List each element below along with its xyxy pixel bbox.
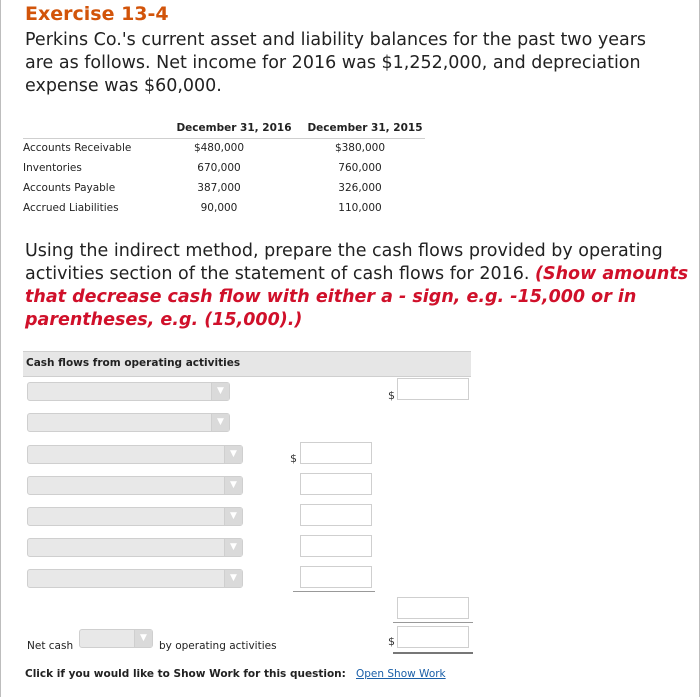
value-2016: 670,000 <box>197 162 241 174</box>
adjustment-select-5[interactable] <box>27 569 243 588</box>
value-2015: 110,000 <box>338 202 382 214</box>
chevron-down-icon: ▼ <box>211 414 229 431</box>
account-select-1[interactable] <box>27 382 230 401</box>
net-cash-select[interactable] <box>79 629 153 648</box>
account-select-2[interactable] <box>27 413 230 432</box>
subtotal-rule <box>293 591 375 592</box>
row-label: Accounts Receivable <box>23 142 132 155</box>
adjustment-select-1[interactable] <box>27 445 243 464</box>
chevron-down-icon: ▼ <box>224 508 242 525</box>
value-2016: 90,000 <box>200 202 238 214</box>
row-label: Inventories <box>23 162 82 174</box>
chevron-down-icon: ▼ <box>224 477 242 494</box>
exercise-intro: Perkins Co.'s current asset and liability balances for the past two years are as follows. Net income for 2016 was $1,252,000, and depreciation expense was $60,000. <box>25 30 647 96</box>
chevron-down-icon: ▼ <box>224 570 242 587</box>
show-work-prompt: Click if you would like to Show Work for this question: <box>25 668 346 680</box>
exercise-title: Exercise 13-4 <box>25 3 169 25</box>
adjustment-input-3[interactable] <box>300 504 372 526</box>
open-show-work-link[interactable]: Open Show Work <box>356 668 446 680</box>
chevron-down-icon: ▼ <box>211 383 229 400</box>
row-label: Accrued Liabilities <box>23 202 119 214</box>
net-cash-suffix: by operating activities <box>159 640 277 652</box>
table-row <box>23 158 425 178</box>
value-2016: $480,000 <box>193 142 245 155</box>
net-cash-input[interactable] <box>397 626 469 648</box>
adjustment-input-1[interactable] <box>300 442 372 464</box>
table-row <box>23 178 425 198</box>
col-2015-header: December 31, 2015 <box>295 119 425 138</box>
balances-table <box>23 119 425 218</box>
adjustment-select-2[interactable] <box>27 476 243 495</box>
row-label: Accounts Payable <box>23 182 116 194</box>
table-row <box>23 198 425 218</box>
net-cash-label: Net cash <box>27 640 74 652</box>
chevron-down-icon: ▼ <box>224 539 242 556</box>
value-2015: 760,000 <box>338 162 382 174</box>
total-adjustments-input[interactable] <box>397 597 469 619</box>
adjustment-select-3[interactable] <box>27 507 243 526</box>
table-row <box>23 138 425 158</box>
adjustment-input-5[interactable] <box>300 566 372 588</box>
adjustment-select-4[interactable] <box>27 538 243 557</box>
total-rule <box>393 622 473 623</box>
double-rule <box>393 652 473 654</box>
col-label-header <box>23 119 143 138</box>
value-2015: $380,000 <box>334 142 386 155</box>
adjustment-input-4[interactable] <box>300 535 372 557</box>
instruction-text: Using the indirect method, prepare the cash flows provided by operating activities section of the statement of cash flows for 2016. <box>25 241 663 284</box>
col-2016-header: December 31, 2016 <box>143 119 295 138</box>
chevron-down-icon: ▼ <box>134 630 152 647</box>
instruction-note: (Show amounts that decrease cash flow with either a - sign, e.g. -15,000 or in parentheses, e.g. (15,000).) <box>25 264 689 330</box>
dollar-sign: $ <box>388 389 395 402</box>
chevron-down-icon: ▼ <box>224 446 242 463</box>
value-2015: 326,000 <box>338 182 382 194</box>
cash-flows-header: Cash flows from operating activities <box>23 351 471 377</box>
dollar-sign: $ <box>388 635 395 648</box>
amount-input-total-1[interactable] <box>397 378 469 400</box>
adjustment-input-2[interactable] <box>300 473 372 495</box>
balances-header-row <box>23 119 425 138</box>
value-2016: 387,000 <box>197 182 241 194</box>
dollar-sign: $ <box>290 452 297 465</box>
instructions <box>25 240 690 332</box>
